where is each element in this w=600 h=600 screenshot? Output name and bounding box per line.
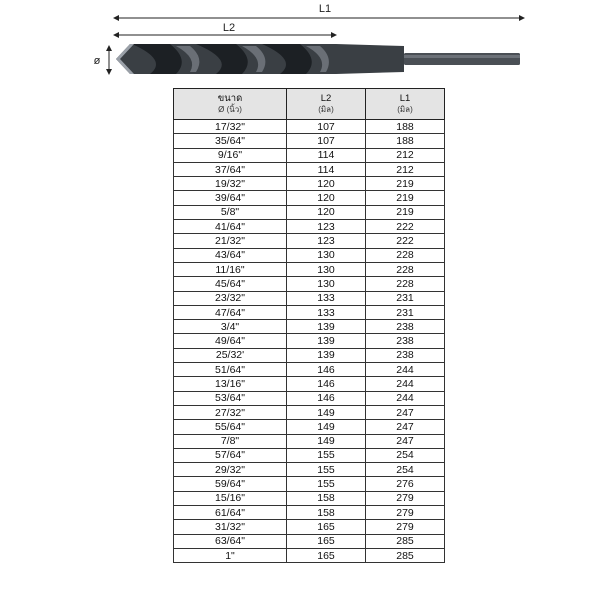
table-row xyxy=(174,305,445,319)
table-row xyxy=(174,277,445,291)
cell-size: 29/32" xyxy=(174,463,287,477)
cell-l2: 123 xyxy=(287,220,366,234)
cell-l1: 238 xyxy=(366,320,445,334)
cell-l1: 188 xyxy=(366,120,445,134)
cell-l1: 285 xyxy=(366,548,445,562)
cell-size: 21/32" xyxy=(174,234,287,248)
drill-size-table xyxy=(173,88,445,563)
table-row xyxy=(174,391,445,405)
cell-size: 51/64" xyxy=(174,363,287,377)
cell-l2: 133 xyxy=(287,291,366,305)
cell-l1: 238 xyxy=(366,348,445,362)
cell-size: 15/16" xyxy=(174,491,287,505)
cell-l2: 120 xyxy=(287,191,366,205)
drill-bit-diagram xyxy=(0,0,600,86)
cell-l1: 228 xyxy=(366,277,445,291)
header-l1-main: L1 xyxy=(399,93,411,104)
cell-l1: 244 xyxy=(366,391,445,405)
cell-l2: 107 xyxy=(287,134,366,148)
cell-l1: 219 xyxy=(366,177,445,191)
cell-l2: 123 xyxy=(287,234,366,248)
cell-l1: 254 xyxy=(366,463,445,477)
cell-l2: 107 xyxy=(287,120,366,134)
table-row xyxy=(174,448,445,462)
table-row xyxy=(174,405,445,419)
cell-size: 57/64" xyxy=(174,448,287,462)
cell-l2: 130 xyxy=(287,277,366,291)
cell-l2: 130 xyxy=(287,262,366,276)
cell-l1: 244 xyxy=(366,377,445,391)
cell-size: 7/8" xyxy=(174,434,287,448)
header-size-sub: Ø (นิ้ว) xyxy=(218,105,242,114)
cell-l2: 155 xyxy=(287,463,366,477)
cell-size: 13/16" xyxy=(174,377,287,391)
table-row xyxy=(174,463,445,477)
table-row xyxy=(174,548,445,562)
table-row xyxy=(174,363,445,377)
table-row xyxy=(174,162,445,176)
table-row xyxy=(174,334,445,348)
cell-size: 39/64" xyxy=(174,191,287,205)
cell-l2: 149 xyxy=(287,434,366,448)
cell-size: 35/64" xyxy=(174,134,287,148)
table-row xyxy=(174,420,445,434)
diameter-label: ø xyxy=(93,55,101,67)
table-row xyxy=(174,534,445,548)
cell-size: 59/64" xyxy=(174,477,287,491)
table-row xyxy=(174,506,445,520)
header-size xyxy=(174,89,287,120)
table-row xyxy=(174,262,445,276)
cell-l1: 279 xyxy=(366,491,445,505)
cell-size: 11/16" xyxy=(174,262,287,276)
cell-l2: 149 xyxy=(287,405,366,419)
cell-l2: 155 xyxy=(287,448,366,462)
table-header-row xyxy=(174,89,445,120)
cell-l1: 247 xyxy=(366,420,445,434)
cell-l1: 285 xyxy=(366,534,445,548)
table-row xyxy=(174,520,445,534)
cell-size: 41/64" xyxy=(174,220,287,234)
cell-size: 37/64" xyxy=(174,162,287,176)
cell-size: 5/8" xyxy=(174,205,287,219)
table-row xyxy=(174,148,445,162)
cell-l1: 228 xyxy=(366,262,445,276)
cell-size: 23/32" xyxy=(174,291,287,305)
cell-l2: 133 xyxy=(287,305,366,319)
drill-shank-highlight xyxy=(404,55,520,58)
l2-label: L2 xyxy=(222,22,236,34)
cell-l2: 130 xyxy=(287,248,366,262)
cell-l2: 146 xyxy=(287,377,366,391)
cell-l1: 222 xyxy=(366,220,445,234)
cell-l1: 228 xyxy=(366,248,445,262)
drill-neck xyxy=(336,44,404,74)
cell-l2: 149 xyxy=(287,420,366,434)
cell-l1: 219 xyxy=(366,205,445,219)
cell-l1: 212 xyxy=(366,162,445,176)
table-row xyxy=(174,477,445,491)
cell-size: 63/64" xyxy=(174,534,287,548)
table-row xyxy=(174,320,445,334)
cell-size: 49/64" xyxy=(174,334,287,348)
table-row xyxy=(174,120,445,134)
cell-l1: 254 xyxy=(366,448,445,462)
header-l2-sub: (มิล) xyxy=(318,105,334,114)
cell-size: 55/64" xyxy=(174,420,287,434)
table-row xyxy=(174,205,445,219)
table-row xyxy=(174,134,445,148)
cell-size: 3/4" xyxy=(174,320,287,334)
cell-l1: 188 xyxy=(366,134,445,148)
cell-size: 61/64" xyxy=(174,506,287,520)
table-row xyxy=(174,234,445,248)
cell-size: 31/32" xyxy=(174,520,287,534)
cell-l1: 212 xyxy=(366,148,445,162)
table-row xyxy=(174,491,445,505)
cell-l2: 139 xyxy=(287,348,366,362)
cell-l1: 244 xyxy=(366,363,445,377)
cell-size: 19/32" xyxy=(174,177,287,191)
table-row xyxy=(174,177,445,191)
cell-l1: 219 xyxy=(366,191,445,205)
cell-size: 1" xyxy=(174,548,287,562)
cell-l2: 146 xyxy=(287,391,366,405)
cell-l2: 120 xyxy=(287,205,366,219)
table-row xyxy=(174,248,445,262)
cell-size: 53/64" xyxy=(174,391,287,405)
cell-size: 47/64" xyxy=(174,305,287,319)
header-l1 xyxy=(366,89,445,120)
table-row xyxy=(174,377,445,391)
l1-label: L1 xyxy=(318,3,332,15)
cell-l2: 114 xyxy=(287,162,366,176)
cell-l1: 279 xyxy=(366,506,445,520)
table-row xyxy=(174,434,445,448)
cell-size: 45/64" xyxy=(174,277,287,291)
cell-l2: 158 xyxy=(287,491,366,505)
header-l2 xyxy=(287,89,366,120)
cell-l2: 165 xyxy=(287,534,366,548)
table-row xyxy=(174,191,445,205)
cell-l2: 120 xyxy=(287,177,366,191)
cell-size: 9/16" xyxy=(174,148,287,162)
drill-flute-spirals xyxy=(132,44,312,74)
drill-shank xyxy=(404,53,520,65)
cell-l1: 231 xyxy=(366,305,445,319)
cell-l2: 165 xyxy=(287,548,366,562)
cell-l1: 238 xyxy=(366,334,445,348)
header-size-main: ขนาด xyxy=(217,93,243,104)
cell-l1: 247 xyxy=(366,434,445,448)
cell-l1: 279 xyxy=(366,520,445,534)
cell-l1: 231 xyxy=(366,291,445,305)
cell-l2: 158 xyxy=(287,506,366,520)
cell-l2: 165 xyxy=(287,520,366,534)
header-l2-main: L2 xyxy=(320,93,332,104)
cell-size: 43/64" xyxy=(174,248,287,262)
header-l1-sub: (มิล) xyxy=(397,105,413,114)
table-row xyxy=(174,220,445,234)
table-row xyxy=(174,291,445,305)
cell-l2: 155 xyxy=(287,477,366,491)
cell-l2: 146 xyxy=(287,363,366,377)
cell-l1: 276 xyxy=(366,477,445,491)
cell-size: 25/32' xyxy=(174,348,287,362)
cell-size: 27/32" xyxy=(174,405,287,419)
cell-l1: 222 xyxy=(366,234,445,248)
cell-l1: 247 xyxy=(366,405,445,419)
cell-l2: 139 xyxy=(287,334,366,348)
table-row xyxy=(174,348,445,362)
cell-l2: 114 xyxy=(287,148,366,162)
cell-l2: 139 xyxy=(287,320,366,334)
cell-size: 17/32" xyxy=(174,120,287,134)
